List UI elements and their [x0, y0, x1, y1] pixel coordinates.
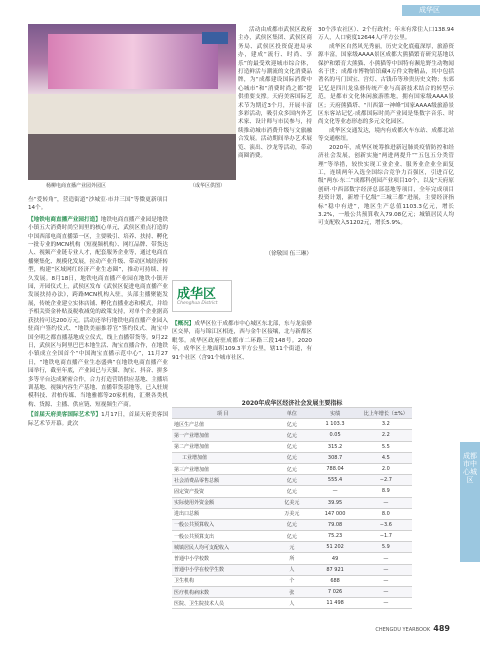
overview-column: [172, 320, 312, 392]
photo-credit: （成华区供图）: [190, 183, 226, 189]
table-row: [172, 475, 412, 486]
table-cell: 第三产业增加值: [172, 463, 273, 474]
table-cell: 51 202: [311, 542, 360, 553]
table-cell: —: [311, 486, 360, 497]
table-cell: 688: [311, 575, 360, 586]
subhead-art-festival: 【首届天府美客国际艺术节】: [28, 412, 102, 419]
table-cell: 一般公共预算收入: [172, 519, 273, 530]
table-row: [172, 430, 412, 441]
table-cell: 亿元: [273, 486, 310, 497]
table-cell: 8.0: [360, 508, 412, 519]
table-row: [172, 452, 412, 463]
table-row: [172, 553, 412, 564]
table-cell: 79.08: [311, 519, 360, 530]
left-para-1: 叁“爱转角”，营造街道“沙城室·市井三国”等微更新项目14个。: [28, 197, 168, 212]
overview-text: 成华区位于成都市中心城区东北部，东与龙泉驿区交界，南与锦江区相连，西与金牛区接壤，北与新都区毗邻。成华区政府驻成都市二环路三段148号。2020年，成华区土地面积109.3平方公里，辖11个街道，有91个社区（含91个城市社区、: [172, 321, 312, 361]
right-para-2: 成华区自然风光秀丽，历史文化底蕴深厚，旅游资源丰富，国家级AAAA景区成都大熊猫繁育研究基地以保护和繁育大熊猫、小熊猫等中国特有濒危野生动物闻名于世；成都市博物馆馆藏4万件文物精品，其中包括著名的马门国宝、宫灯、古钱币等珍贵历史文物；东郊记忆是四川龙泉驿传统产业与高新技术结合的转型示范，是都市文化休闲旅游胜地，拥有国家级AAAA景区；天府熊猫塔、“川西第一神峰”国家AAAA级旅游景区东客站记忆·成都国际时尚产业园是集数字音乐、时尚文化等业态形态的多元文化园区。: [318, 43, 454, 126]
header-section-label: 成华区: [419, 6, 440, 14]
table-cell: 一般公共预算支出: [172, 531, 273, 542]
table-cell: 788.04: [311, 463, 360, 474]
table-row: [172, 542, 412, 553]
table-cell: —: [360, 497, 412, 508]
table-cell: 元: [273, 542, 310, 553]
table-cell: —: [360, 587, 412, 598]
col-header-growth: 比上年增长（±%）: [360, 408, 412, 419]
table-cell: 进出口总额: [172, 508, 273, 519]
table-cell: 4.5: [360, 452, 412, 463]
page-header: [0, 0, 480, 22]
section-title-cn: 成华区: [177, 287, 217, 302]
table-cell: 亿元: [273, 519, 310, 530]
table-cell: 11 498: [311, 598, 360, 609]
table-cell: 人: [273, 564, 310, 575]
table-cell: 5.9: [360, 542, 412, 553]
table-row: [172, 587, 412, 598]
left-column: [28, 196, 168, 428]
table-cell: 亿元: [273, 419, 310, 430]
header-bar: [402, 5, 480, 16]
table-cell: 0.05: [311, 430, 360, 441]
table-cell: 医疗机构病床数: [172, 587, 273, 598]
table-cell: 人: [273, 598, 310, 609]
table-cell: 地区生产总值: [172, 419, 273, 430]
table-row: [172, 531, 412, 542]
left-para-3: 1月17日，首届天府美客国际艺术节开幕。此次: [28, 412, 168, 427]
table-row: [172, 508, 412, 519]
table-cell: 7 026: [311, 587, 360, 598]
signature: [238, 250, 312, 258]
table-cell: 普通中小学在校学生数: [172, 564, 273, 575]
table-cell: 87 921: [311, 564, 360, 575]
table-cell: 亿元: [273, 441, 310, 452]
table-cell: 第二产业增加值: [172, 441, 273, 452]
table-cell: 亿元: [273, 475, 310, 486]
table-row: [172, 519, 412, 530]
livestream-photo: [28, 24, 236, 180]
table-row: [172, 598, 412, 609]
table-cell: −2.7: [360, 475, 412, 486]
table-row: [172, 441, 412, 452]
photo-logo: [202, 32, 228, 44]
table-cell: 49: [311, 553, 360, 564]
indicators-table: [172, 407, 412, 609]
table-cell: 8.9: [360, 486, 412, 497]
table-cell: 亿美元: [273, 497, 310, 508]
table-row: [172, 575, 412, 586]
table-cell: 医院、卫生院技术人员: [172, 598, 273, 609]
table-cell: 亿元: [273, 463, 310, 474]
photo-floor: [28, 134, 236, 180]
table-row: [172, 497, 412, 508]
table-row: [172, 463, 412, 474]
table-cell: 张: [273, 587, 310, 598]
table-cell: 所: [273, 553, 310, 564]
mid-column-top: [238, 26, 312, 262]
left-para-2: 地铁电商直播产业园是地铁小镇五大消费时尚空间里的核心单元，武侯区重点打造的中国西部电商直播第一区，主要吸引、培养、扶持、孵化一批专业的MCN机构（短视频机构）、网红品牌、带货达人、视频产业链专业人才，配套服务企业等，通过电商直播聚集化、规模化发展，拉动产业升级、带动区域经济转型，构建“区域网红经济产业生态圈”，推动可持续、持久发展。8月18日，地铁电商直播产业园在地铁小镇开园，开园仪式上，武侯区发布《武侯区促进电商直播产业发展扶持办法》，跨路MCN机构入驻，头部主播聚能发展，传统企业建立实体店铺、孵化直播业态和模式，并给予相关资金补贴及税收减免的政策支持，对单个企业据高获扶持可达200万元。活动还举行地铁电商直播产业园入驻商户签约仪式、“地铁美丽推荐官”签约仪式、淘宝中国全明之都直播基地成立仪式，线上直播带货等。9月22日，武侯区与阿里巴巴本地生活、淘宝直播合作，在地铁小镇成立全国首个“中国淘宝直播示范中心”，11月27日，“地铁电商直播产业生态盛典”在地铁电商直播产业园举行，截至年底，产业园已与天猫、淘宝、抖音、拼多多等平台达成紧密合作，合力打造营销供应基地、主播培训基地、视频内容生产基地、直播带货基地等，已入驻规模科技、君柏传媒、当地雅都等20家机构，汇聚各类机构、货源、主播、供应链、短视频生产商。: [28, 216, 168, 408]
right-para-3: 成华区交通发达，境内有成都火车东站、成都北站等交通枢纽。: [318, 127, 454, 143]
table-cell: —: [360, 564, 412, 575]
side-tab-label: 成都市中心城区: [463, 452, 477, 484]
table-cell: 工业增加值: [172, 452, 273, 463]
table-cell: 2.2: [360, 430, 412, 441]
page-footer: [300, 624, 450, 633]
table-cell: —: [360, 575, 412, 586]
col-header-item: 项 目: [172, 408, 273, 419]
table-cell: 卫生机构: [172, 575, 273, 586]
table-cell: 308.7: [311, 452, 360, 463]
right-para-4: 2020年，成华区统筹推进新冠肺炎疫情防控和经济社会发展，创新实施“两进两提升”“五包五分类管理”等举措，较快实现工业企业、服务业企业全面复工，连续两年入选全国综合竞争力百强区，引进百亿级“两东·东二”成都科创园产业项目10个，以及“天府原创研·中西部数字经济总部基地等项目，全年完成项目投资计划，新增千亿级“三城三都”进展，主要经济指标“稳中有进”，地区生产总值1103.3亿元，增长3.2%，一般公共预算收入79.08亿元；城镇居民人均可支配收入51202元，增长5.9%。: [318, 144, 454, 227]
table-cell: 亿元: [273, 531, 310, 542]
photo-caption: 杨柳电商直播产业园外园区: [46, 183, 107, 189]
subhead-overview: 【概况】: [172, 321, 195, 327]
subhead-metro-livestream: 【地铁电商直播产业园打造】: [28, 216, 101, 223]
table-cell: 75.23: [311, 531, 360, 542]
table-row: [172, 486, 412, 497]
table-cell: 3.2: [360, 419, 412, 430]
section-title-box: [172, 280, 232, 312]
table-cell: 39.95: [311, 497, 360, 508]
photo-stage: [28, 94, 236, 134]
table-cell: 1 103.3: [311, 419, 360, 430]
mid-para-1: 活动由成都市武侯区政府主办，武侯区集团、武侯区商务局、武侯区投资促进局承办，建成“流行、时尚、享乐”的最受欢迎城市综合体，打造鲜活与潮流的文化消费品牌，为“成都建设国际消费中心城市”和“消费时尚之都”提供重要支撑。天府美客国际艺术节为期近3个月，开展丰富多彩活动，吸引众多国内外艺术家、设计师与市民参与，持续推动城市消费升级与文旅融合发展。活动期间举办艺术展览、演出、沙龙等活动，带动商圈消费。: [238, 27, 312, 160]
table-cell: 2.0: [360, 463, 412, 474]
publication-name: CHENGDU YEARBOOK: [375, 627, 431, 633]
col-header-value: 实绩: [311, 408, 360, 419]
side-section-tab: [460, 442, 480, 562]
table-row: [172, 564, 412, 575]
table-title: 2020年成华区经济社会发展主要指标: [241, 400, 343, 407]
table-cell: 普通中小学校数: [172, 553, 273, 564]
table-cell: 个: [273, 575, 310, 586]
table-cell: 555.4: [311, 475, 360, 486]
author-signature: （徐敬国 伍三琳）: [265, 251, 312, 257]
col-header-unit: 单位: [273, 408, 310, 419]
table-cell: 第一产业增加值: [172, 430, 273, 441]
table-cell: —: [360, 598, 412, 609]
right-para-1: 30个涉农社区）、2个行政村；年末有常住人口138.94万人，人口密度12644人/平方公里。: [318, 27, 454, 42]
table-cell: −3.6: [360, 519, 412, 530]
table-cell: 147 000: [311, 508, 360, 519]
table-cell: 固定资产投资: [172, 486, 273, 497]
table-row: [172, 419, 412, 430]
table-cell: 5.5: [360, 441, 412, 452]
right-column: [318, 26, 454, 394]
table-header-row: [172, 408, 412, 419]
table-cell: 万美元: [273, 508, 310, 519]
table-cell: 315.2: [311, 441, 360, 452]
table-cell: 亿元: [273, 452, 310, 463]
table-cell: 实际使用外资金额: [172, 497, 273, 508]
table-cell: 社会消费品零售总额: [172, 475, 273, 486]
section-title-en: Chenghua District: [177, 301, 218, 306]
photo-banner: [48, 34, 218, 89]
table-cell: —: [360, 553, 412, 564]
page-number: 489: [433, 624, 450, 633]
table-cell: 亿元: [273, 430, 310, 441]
table-cell: −1.7: [360, 531, 412, 542]
table-cell: 城镇居民人均可支配收入: [172, 542, 273, 553]
